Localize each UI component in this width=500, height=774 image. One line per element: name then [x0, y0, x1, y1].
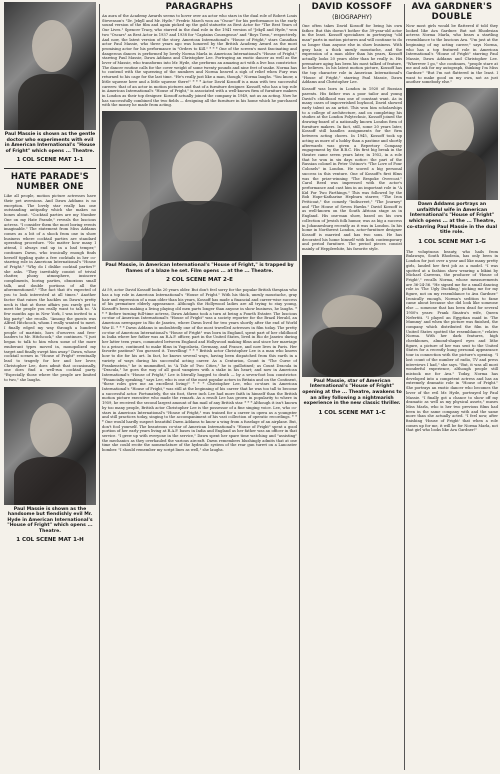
caption-bottom: Paul Massie is shown as the handsome but fiendishly evil Mr. Hyde in American International's "House of Fright" which opens ... Theatre.	[7, 506, 93, 534]
heading-david-kossoff: DAVID KOSSOFF	[311, 2, 393, 12]
paragraphs-text-top: An aura of the Academy Awards seems to hover over an actor who stars in the dual role of Robert Louis Stevenson's "Dr. Jekyll and Mr. Hyde." Fredric March won an "Oscar" for his performance in the early sound version of the film and again picked up the gold statuette as Best Actor for "The Best Years of Our Lives." Spencer Tracy, who starred in the dual role in the 1941 version of "Jekyll and Hyde," won two "Oscars" as Best Actor in 1937 and 1938 for "Captains Courageous" and "Boys Town," respectively. And now, the latest version of the story, American International's "House of Fright," stars Canadian actor Paul Massie, who three years ago was honored by the British Academy Award as the most promising actor for his performance in "Orders to Kill." * * * One of the screen's most fascinating and dangerous dances is performed by lovely Norma Marla in American International's "House of Fright," starring Paul Massie, Dawn Addams and Christopher Lee. Portraying an exotic dancer as well as the lover of Massie, who transforms into Mr. Hyde, she performs an amazing act with a live boa constrictor. The dancer routine calls for the cover weight of some twenty pounds and nine feet of snake. Norma has to contend with the squeezing of the numbers and Norma heaved a sigh of relief when Fury was returned to his cage for the last time. "He's really just like a man, though," Norma laughs. "You know, a little squeeze here and a little squeeze there!" * * * Actor David Kossoff is a man with two successful careers: that of an actor in motion pictures and that of a furniture designer. Kossoff, who has a top role in American International's "House of Fright," is associated with a well-known firm of furniture makers in London as their top designer. Kossoff actually joined the company in 1949, not as an acting. Now he has successfully combined the two fields — designing all the furniture in his home which he purchased with the money he made from acting.	[102, 14, 297, 108]
kossoff-text-mid: Kossoff was born in London in 1920 of Russian parents. His father was a poor tailor and young David's childhood was one of constant want. As in many cases of impoverished boyhood, David showed early talent as an artist. This won him scholarships to a college of architecture, and on completing his studies at the London Polytechnic, Kossoff joined the drawing-board of a nationally known London firm of furniture makers. In fact, still, some 20 years later, Kossoff still handles assignments for the firm between acting chores. In 1945, Kossoff took up acting as more of a hobby than a pastime and shortly afterwards was given a Repertory Company engagement by the B.B.C. His first big break in the theatre came seven years later, in 1952, in a role that he won in six days notice: the part of the Russian colonel in Peter Ustinov's "The Love of Four Colonels" in London. He scored a big personal success in this venture. One of Kossoff's first films was the prize-winning "The Bespoke Overcoat." Carol Reed was impressed with the actor's performance and cast him in an important role in "A Kid For Two Farthings." This was followed by the Bob Hope-Katharine Hepburn starrer, "The Iron Petticoat," the comedy "Indiscreet," "The Journey" and "The House of Seven Hawks." David Kossoff is as well-known on the South African stage as in England. His one-man show, based on his own collection of Jewish folk humor, was as big a success in Johannesburg recently as it was in London. In his home in Northwest London, actor-furniture designer Kossoff is married and has two sons. He has decorated his home himself with both contemporary and period furniture. The period pieces consist mainly of Hepplewhite, his favorite style.	[302, 87, 402, 252]
subheading-biography: (BIOGRAPHY)	[332, 14, 372, 21]
article-hate-parade: Like all people, motion picture actresses have their pet aversions. And Dawn Addams is no exception. The lovely star really has one outstanding antipathy which she makes no bones about. "Cocktail parties are my Number One on my Hate Parade," reveals the luscious actress. "I consider them the most boring events imaginable." The statement from Miss Addams comes as a bit of a shock from one in show business where cocktail parties are standard operating procedure. "No matter how many I attend, I always end up in a bad temper," continues Dawn, who ironically enough finds herself tippling quite a few cocktails in her co-starring role in American International's "House of Fright." "Why do I dislike cocktail parties?" she asks. "They inevitably consist of trivial chatter, phony atmosphere, insincere compliments, boring parties, obnoxious small talk, and double portions of all the aforementioned." "The fact that it's expected of you to look interested at all times." Another factor that raises the hackles on Dawn's pretty neck is that at these affairs you rarely get to meet the people you really want to talk to. "A few months ago in New York, I was invited to a big party," she recalls. "Among the guests was Alfred Hitchcock, whom I really wanted to meet. I finally edged my way through a hundred people of martinis, hors d'oeuvres and free-loaders to Mr. Hitchcock," she continues. "I just began to talk to him when some of the more exuberant types moved in, monopolized my target and finally swept him away." Dawn, whose cocktail scenes in "House of Fright" eventually lead to tragedy for her and her lover, Christopher Lee, does admit that occasionally, one does find a well-run cocktail party. "Especially those where the people are limited to two," she laughs.	[4, 194, 96, 382]
heading-paragraphs: PARAGRAPHS	[165, 2, 234, 12]
photo-alley-awakening	[302, 255, 402, 377]
caption-top: Paul Massie is shown as the gentle doctor who experiments with evil in American International's "House of Fright" which opens ... Theatre.	[4, 132, 96, 154]
photo-dawn-addams	[406, 88, 498, 200]
ava-text-bottom: The voluptuous beauty, who hails from Bulawayo, South Rhodesia, has only been in London for just over a year and like many pretty girls, landed her first job as a model. "I was spotted at a fashion show wearing a bikini by Michael Carreras, the producer of 'House of Fright'," recalls Norma, whose measurements are 36-24-36. "He signed me for a small dancing role in 'The Ugly Duckling,' picking me for my figure, not on my resemblance to Ava Gardner." Ironically enough, Norma's sedition to fame came about because she did look like someone else — someone that has been dead for several 1950's years: Frank Sinatra's wife, Queen Nefertiti. "I played an Egyptian maid in 'The Mummy' and when the picture was finished, the company which distributed the film in the United States spotted the resemblance," relates Norma. With her dark features, high cheekbones, almond-shaped eyes and lithe figure, a picture of her was sent to the United States for a recently hung personal appearance tour in connection with the picture's opening. "I lost count of the number of radio, TV and press interviews I had," she says. "But, it was all most wonderful experience, although people still mistook me for Ava." Today, Norma has developed into a competent actress and has an extremely dramatic role in "House of Fright." She portrays an exotic dancer who becomes the lover of the evil Mr. Hyde, portrayed by Paul Massie. "I finally got a chance to show off my dramatic as well as my physical assets," muses Miss Marla, who is her two previous films had been in the same company with and the same more than she actually acted. "I feel now, after finishing 'House of Fright' that when a role comes up for me, it will be for Norma Marla, not that girl who looks like Ava Gardner!"	[406, 249, 498, 433]
mat-label-2col: 2 COL SCENE MAT 2-E	[166, 277, 233, 284]
column-4	[406, 0, 498, 435]
column-2	[102, 0, 297, 455]
kossoff-text-top: One often takes David Kossoff for being his own father. But this doesn't bother the 39-year-old actor in the least. Kossoff specializes in portraying "old man" parts in motion pictures and will continue to do so longer than anyone else in show business. With gray hair, a thick unruly moustache, and the expression of a man older than his years, Kossoff actually looks 20 years older than he really is. His premature aging has been his most talked of feature, he believes. In his latest motion picture, Kossoff has the top character role in American International's "House of Fright," starring Paul Massie, Dawn Addams and Christopher Lee.	[302, 24, 402, 85]
paragraphs-text-bottom: At 59, actor David Kossoff looks 20 years older. But don't feel sorry for the popular British thespian who has a top role in American International's "House of Fright." With his thick, unruly moustache, gray hair and expression of a man older than his years, Kossoff has made a financial and career-wise success of his premature elderly appearance. Although the Hollywood ladies are all trying to stay young, Kossoff's been making a living playing old men parts longer than anyone in show business, he laughs. * * * Before turning full-time actress, Dawn Addams took a turn at being a Fourth Estater. The luscious co-star of American International's "House of Fright" was a society reporter for the Brazil Herald, an American newspaper in Rio de Janeiro, where Dawn lived for two years shortly after the end of World War II. * * * Dawn Addams is undoubtedly one of the most travelled actresses in film today. The pretty co-star of American International's "House of Fright" was born in England, spent part of her childhood in India where her father was an R.A.F. officer, part in the United States, lived in Rio de Janeiro during her latter teen years, commuted between England and Hollywood making films and since her marriage to a prince, continued to make films in Yugoslavia, Germany, and France, and now lives in Paris. Her favorite pastime? You guessed it. Travelling! * * * British actor Christopher Lee is a man who knows how to die for his art. In fact, he knows several ways, having been dispatched from this earth in a variety of ways during his successful acting career. As a Centurion, Count in "The Curse of Frankenstein," he is mummified, in "A Tale of Two Cities," he is guillotined; as Count Dracula in "Dracula," he goes the way of all good vampires with a stake in his heart; and now in American International's "House of Fright," Lee is literally hugged to death — by a seven-foot boa constrictor. "Financially speaking," says Lee, who is one of the most popular actors in Britain and on the Continent, "these roles give me an excellent living!" * * * Christopher Lee, who co-stars in American International's "House of Fright," was still at the beginning of his career that he was too tall to become a successful actor. Fortunately, the six foot, three inch Lee had more faith in himself than the British motion picture executive who made the remark. As a result Lee has grown in popularity to where in 1959, he received the second largest amount of fan mail of any British star. * * * Although it isn't known by too many people, British actor Christopher Lee is the possessor of a fine singing voice. Lee, who co-stars in American International's "House of Fright," was trained for a career in opera as a youngster and still practices today, singing to the accompaniment of his vast collection of operatic recordings. * * * One would hardly suspect beautiful Dawn Addams to know a wing from a fuselage of an airplane. But, don't fool yourself. The beauteous co-star of American International's "House of Fright" spent a good portion of her early years living at R.A.F. bases in India and England as her father was an officer in that service. "I grew up with everyone in the service," Dawn spent her spare time watching and "assisting" the mechanics as they overhauled the various aircraft. Dawn remembers blushingly admits that at one time she could recite the nomenclature of the hydraulic system of the rear gun turret on a Lancaster bomber. "I should remember my script lines as well," she laughs.	[102, 288, 297, 453]
photo-paul-massie-hyde	[4, 387, 96, 505]
mat-label-bottom: 1 COL SCENE MAT 1-H	[16, 537, 84, 544]
photo-paul-massie-doctor	[4, 2, 96, 130]
caption-alley: Paul Massie, star of American International's "House of Fright" opening at the ... Theatre, awakens to an alley following a nightmarish experience in the new classic thriller.	[302, 378, 402, 407]
heading-hate-parade: HATE PARADE'S NUMBER ONE	[10, 172, 90, 193]
caption-dawn-addams: Dawn Addams portrays an unfaithful wife in American International's "House of Fright" which opens ... at the ... Theatre, co-starring Paul Massie in the dual title role.	[406, 202, 498, 236]
caption-flames: Paul Massie, in American International's "House of Fright," is trapped by flames of a blaze he set. Film opens ... at the ... Theatre.	[105, 263, 294, 274]
mat-label-top: 1 COL SCENE MAT 1-1	[16, 157, 84, 164]
heading-ava-gardner-double: AVA GARDNER'S DOUBLE	[411, 2, 493, 22]
column-1	[4, 0, 96, 548]
photo-trapped-by-flames	[102, 111, 297, 261]
column-3	[302, 0, 402, 421]
mat-label-1c: 1 COL SCENE MAT 1-C	[318, 409, 386, 416]
ava-text-top: Now most girls would be flattered if told they looked like Ava Gardner. But not Rhodesian actress Norma Marla, who bears a startling resemblance to the luscious Ava. "I'm just at the beginning of my acting career," says Norma, who has a top featured role in American International's "House of Fright" starring Paul Massie, Dawn Addams and Christopher Lee. "Wherever I go," she continues, "people stare at me and ask for my autograph, thinking I'm Miss Gardner." "But I'm not flattered in the least. I want to make good on my own, not as just another somebody else."	[406, 24, 498, 85]
mat-label-1g: 1 COL SCENE MAT 1-G	[418, 238, 486, 245]
